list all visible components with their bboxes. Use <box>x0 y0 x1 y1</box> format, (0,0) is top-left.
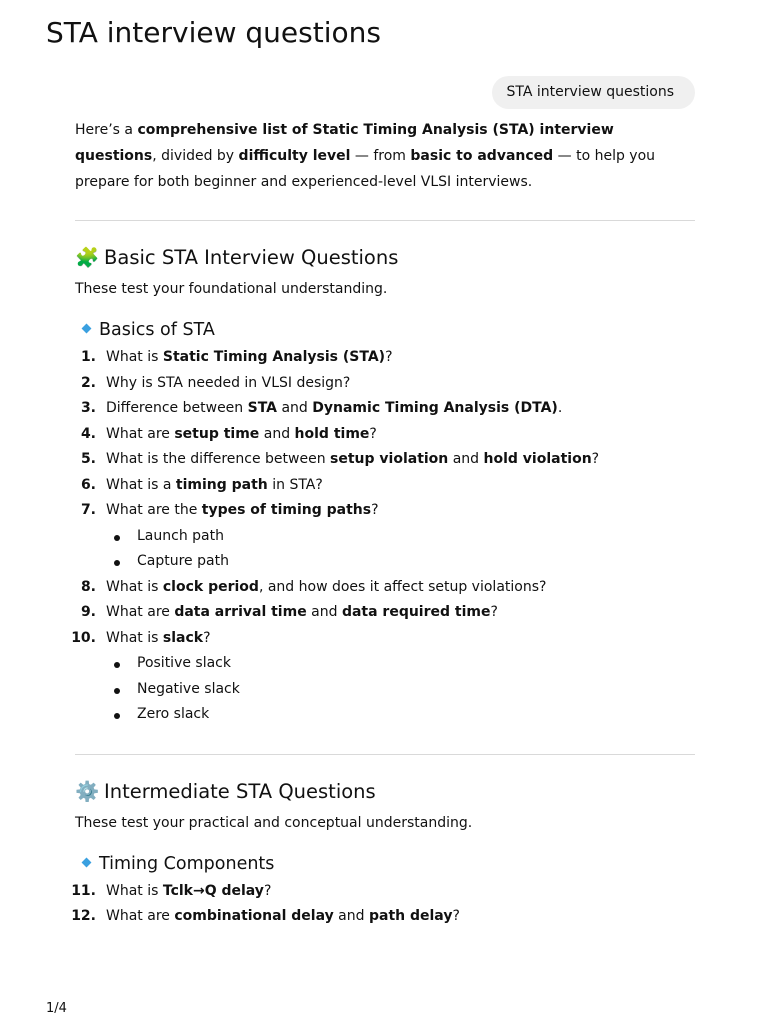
question-emphasis: path delay <box>368 908 453 925</box>
bullet-icon <box>114 662 120 668</box>
intro-emphasis: difficulty level <box>238 147 351 164</box>
sub-bullet-text: Negative slack <box>137 680 240 697</box>
question-item <box>71 626 695 728</box>
sub-bullet-item <box>106 677 695 703</box>
question-emphasis: combinational delay <box>174 908 334 925</box>
sub-bullet-text: Launch path <box>137 527 224 544</box>
sub-bullet-list <box>106 524 695 575</box>
question-item <box>75 371 695 397</box>
question-number: 7. <box>80 502 96 519</box>
blue-diamond-icon <box>82 857 92 867</box>
question-text: What is <box>106 629 163 646</box>
subsection-heading-basics <box>75 317 695 343</box>
question-emphasis: Dynamic Timing Analysis (DTA) <box>312 400 558 417</box>
section-heading-intermediate <box>75 778 695 806</box>
sub-bullet-item <box>106 524 695 550</box>
question-number: 5. <box>80 451 96 468</box>
intro-paragraph <box>75 118 695 195</box>
question-text: and <box>333 908 369 925</box>
question-text: and <box>306 604 342 621</box>
question-text: What is the difference between <box>106 451 331 468</box>
question-text: Why is STA needed in VLSI design? <box>106 374 351 391</box>
question-number: 12. <box>71 908 96 925</box>
question-text: ? <box>452 908 460 925</box>
question-number: 3. <box>80 400 96 417</box>
question-emphasis: types of timing paths <box>201 502 372 519</box>
document-content <box>71 118 695 930</box>
intro-text: — to help you prepare for both beginner and experienced-level VLSI interviews. <box>75 147 656 190</box>
question-text: What are <box>106 908 175 925</box>
question-number: 4. <box>80 425 96 442</box>
section-title: Intermediate STA Questions <box>104 779 376 803</box>
intro-emphasis: basic to advanced <box>410 147 554 164</box>
page-title: STA interview questions <box>46 16 381 49</box>
question-emphasis: data required time <box>341 604 491 621</box>
question-emphasis: hold time <box>294 425 370 442</box>
question-text: ? <box>369 425 377 442</box>
question-text: Difference between <box>106 400 248 417</box>
question-number: 8. <box>80 578 96 595</box>
bullet-icon <box>114 713 120 719</box>
question-text: What are the <box>106 502 202 519</box>
question-emphasis: setup time <box>174 425 260 442</box>
question-list-basic <box>71 345 695 728</box>
question-item <box>75 345 695 371</box>
question-emphasis: slack <box>162 629 204 646</box>
question-text: and <box>277 400 313 417</box>
section-description: These test your practical and conceptual understanding. <box>75 814 473 831</box>
question-item <box>75 396 695 422</box>
sub-bullet-text: Capture path <box>137 553 229 570</box>
question-text: ? <box>591 451 600 468</box>
question-item <box>75 498 695 575</box>
question-item <box>75 447 695 473</box>
section-title: Basic STA Interview Questions <box>104 246 399 270</box>
question-item <box>75 575 695 601</box>
page-number: 1/4 <box>46 1001 67 1016</box>
question-text: What are <box>106 425 175 442</box>
question-item <box>75 422 695 448</box>
question-number: 2. <box>80 374 96 391</box>
question-emphasis: hold violation <box>483 451 592 468</box>
question-number: 11. <box>71 882 96 899</box>
question-number: 10. <box>71 629 96 646</box>
bullet-icon <box>114 535 120 541</box>
question-text: What is a <box>106 476 176 493</box>
sub-bullet-item <box>106 651 695 677</box>
bullet-icon <box>114 688 120 694</box>
question-text: ? <box>263 882 272 899</box>
question-text: . <box>557 400 563 417</box>
question-text: What is <box>106 578 163 595</box>
sub-bullet-item <box>106 702 695 728</box>
blue-diamond-icon <box>82 324 92 334</box>
question-text: What are <box>106 604 175 621</box>
question-text: ? <box>203 629 211 646</box>
question-text: and <box>448 451 484 468</box>
question-text: What is <box>106 882 163 899</box>
question-item <box>75 473 695 499</box>
question-item <box>71 879 695 905</box>
user-query-bubble: STA interview questions <box>492 76 695 109</box>
question-number: 6. <box>80 476 96 493</box>
question-number: 1. <box>80 349 96 366</box>
section-divider <box>75 754 695 755</box>
question-list-intermediate <box>71 879 695 930</box>
subsection-title: Basics of STA <box>99 320 215 341</box>
puzzle-piece-icon: 🧩 <box>75 246 100 270</box>
question-emphasis: Static Timing Analysis (STA) <box>162 349 386 366</box>
gear-icon: ⚙️ <box>75 779 100 803</box>
question-number: 9. <box>80 604 96 621</box>
question-text: ? <box>371 502 379 519</box>
question-item <box>71 904 695 930</box>
sub-bullet-text: Zero slack <box>137 706 210 723</box>
question-emphasis: timing path <box>175 476 268 493</box>
question-emphasis: STA <box>247 400 278 417</box>
intro-text: Here’s a <box>75 122 138 138</box>
sub-bullet-item <box>106 549 695 575</box>
question-text: What is <box>106 349 163 366</box>
intro-emphasis: comprehensive list of Static Timing Analysis (STA) interview questions <box>75 122 614 164</box>
section-description: These test your foundational understanding. <box>75 281 388 298</box>
question-text: ? <box>385 349 393 366</box>
question-emphasis: clock period <box>162 578 259 595</box>
question-text: and <box>259 425 295 442</box>
sub-bullet-list <box>106 651 695 728</box>
intro-text: , divided by <box>152 147 239 164</box>
question-emphasis: data arrival time <box>174 604 307 621</box>
question-text: ? <box>490 604 498 621</box>
question-item <box>75 600 695 626</box>
subsection-heading-timing-components <box>75 851 695 877</box>
question-emphasis: Tclk→Q delay <box>162 882 264 899</box>
intro-text: — from <box>350 147 411 164</box>
sub-bullet-text: Positive slack <box>137 655 231 672</box>
bullet-icon <box>114 560 120 566</box>
section-heading-basic <box>75 244 695 272</box>
question-emphasis: setup violation <box>330 451 449 468</box>
subsection-title: Timing Components <box>99 853 275 874</box>
section-divider <box>75 220 695 221</box>
question-text: , and how does it affect setup violations? <box>258 578 547 595</box>
question-text: in STA? <box>267 476 323 493</box>
